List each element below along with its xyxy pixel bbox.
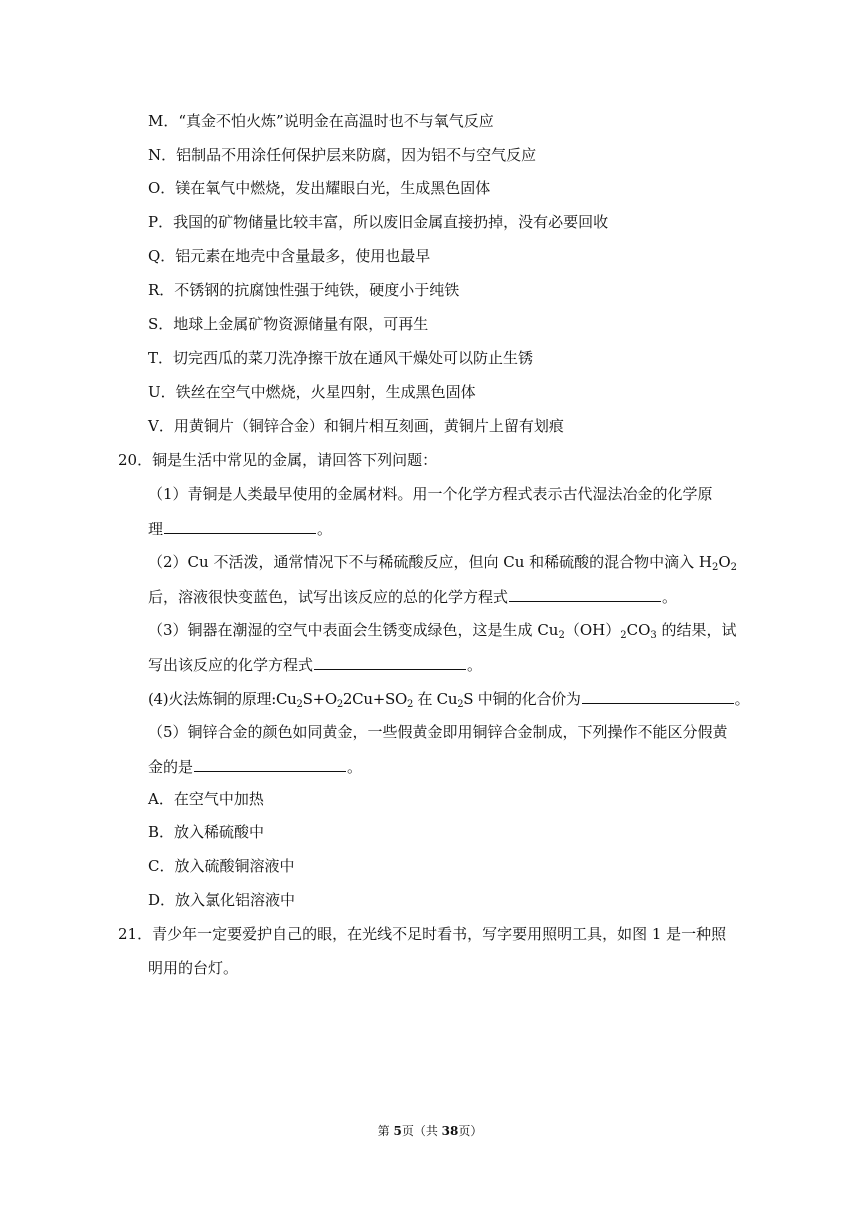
answer-blank-5[interactable] [194,756,346,772]
page-number: 5 [393,1124,402,1138]
q20-part3-text: 的结果，试 [656,621,737,639]
page-total: 38 [441,1124,459,1138]
q20-part2-line2 [148,586,677,607]
subscript: 2 [730,562,738,573]
q20-part1-line1: （1）青铜是人类最早使用的金属材料。用一个化学方程式表示古代湿法冶金的化学原 [148,485,713,503]
footer-text: 页） [458,1124,483,1138]
q20-option-c: C．放入硫酸铜溶液中 [148,857,295,875]
option-m: M．“真金不怕火炼”说明金在高温时也不与氧气反应 [148,112,494,130]
subscript: 2 [336,699,343,710]
subscript: 2 [296,699,303,710]
q20-part1-line2 [148,518,332,539]
q20-part3-suffix: 。 [467,656,483,674]
q20-part2-text: O [718,553,731,571]
q20-option-a: A．在空气中加热 [148,790,264,808]
q20-part4-text: 2Cu+SO [342,690,407,708]
q20-part3-text: （OH） [564,621,621,639]
q20-option-d: D．放入氯化铝溶液中 [148,891,296,909]
q20-option-b: B．放入稀硫酸中 [148,823,265,841]
q20-part2-line1 [148,552,737,572]
question-21-line1: 21．青少年一定要爱护自己的眼，在光线不足时看书，写字要用照明工具，如图 1 是一种照 [118,925,727,943]
footer-text: 第 [377,1124,394,1138]
answer-blank-4[interactable] [582,688,734,704]
q20-part4-text: 在 Cu [413,690,458,708]
option-v: V．用黄铜片（铜锌合金）和铜片相互刻画，黄铜片上留有划痕 [148,417,564,435]
q20-part3-text: （3）铜器在潮湿的空气中表面会生锈变成绿色，这是生成 Cu [148,621,559,639]
subscript: 2 [457,699,464,710]
q20-part4-text: S+O [302,690,337,708]
q20-part1-prefix: 理 [148,520,164,538]
q20-part4-text: S 中铜的化合价为 [463,690,581,708]
option-t: T．切完西瓜的菜刀洗净擦干放在通风干燥处可以防止生锈 [148,349,534,367]
subscript: 2 [620,630,627,641]
q20-part3-text: CO [626,621,651,639]
subscript: 2 [558,630,565,641]
q20-part4-line [148,688,749,709]
q20-part5-line2 [148,756,362,777]
option-p: P．我国的矿物储量比较丰富，所以废旧金属直接扔掉，没有必要回收 [148,213,609,231]
q20-part2-text: （2）Cu 不活泼，通常情况下不与稀硫酸反应，但向 Cu 和稀硫酸的混合物中滴入 H [148,553,712,571]
subscript: 2 [406,699,414,710]
option-r: R．不锈钢的抗腐蚀性强于纯铁，硬度小于纯铁 [148,281,460,299]
q20-part5-suffix: 。 [347,758,363,776]
q20-part2-prefix: 后，溶液很快变蓝色，试写出该反应的总的化学方程式 [148,588,509,606]
question-20-stem: 20．铜是生活中常见的金属，请回答下列问题： [118,451,438,469]
option-u: U．铁丝在空气中燃烧，火星四射，生成黑色固体 [148,383,476,401]
answer-blank-1[interactable] [164,518,316,534]
page-footer [0,1123,860,1139]
option-s: S．地球上金属矿物资源储量有限，可再生 [148,315,429,333]
subscript: 2 [711,562,719,573]
q20-part4-text: (4)火法炼铜的原理:Cu [148,690,297,708]
q20-part3-line1 [148,620,737,640]
q20-part4-suffix: 。 [734,690,750,708]
subscript: 3 [650,630,657,641]
q20-part3-line2 [148,654,482,675]
q20-part2-suffix: 。 [662,588,678,606]
option-q: Q．铝元素在地壳中含量最多，使用也最早 [148,247,431,265]
q20-part5-prefix: 金的是 [148,758,194,776]
answer-blank-2[interactable] [509,586,661,602]
q20-part5-line1: （5）铜锌合金的颜色如同黄金，一些假黄金即用铜锌合金制成，下列操作不能区分假黄 [148,723,728,741]
option-n: N．铝制品不用涂任何保护层来防腐，因为铝不与空气反应 [148,146,537,164]
option-o: O．镁在氧气中燃烧，发出耀眼白光，生成黑色固体 [148,179,491,197]
q20-part1-suffix: 。 [317,520,333,538]
footer-text: 页（共 [401,1124,442,1138]
q20-part3-prefix: 写出该反应的化学方程式 [148,656,314,674]
question-21-line2: 明用的台灯。 [148,959,239,977]
answer-blank-3[interactable] [314,654,466,670]
